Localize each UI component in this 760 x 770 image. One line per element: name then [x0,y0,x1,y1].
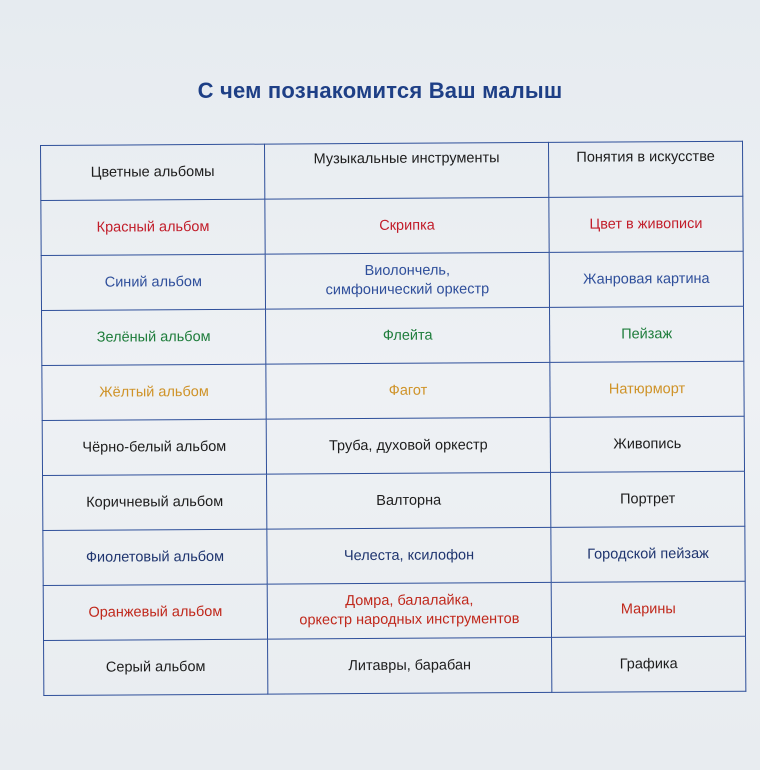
art-concept: Живопись [550,416,744,472]
album-name: Фиолетовый альбом [43,529,267,585]
album-name: Синий альбом [41,254,265,310]
album-name: Серый альбом [44,639,268,695]
album-name: Оранжевый альбом [43,584,267,640]
instrument-name: Литавры, барабан [268,637,552,694]
art-concept: Жанровая картина [549,251,743,307]
table-row [42,416,744,475]
art-concept: Пейзаж [550,306,744,362]
album-name: Зелёный альбом [42,309,266,365]
table-row [41,196,743,255]
instrument-name: Скрипка [265,197,549,254]
art-concept: Натюрморт [550,361,744,417]
table-row [42,306,744,365]
art-concept: Марины [551,581,745,637]
art-concept: Цвет в живописи [549,196,743,252]
album-name: Коричневый альбом [43,474,267,530]
table-row [41,251,743,310]
instrument-name [267,582,551,639]
page-title: С чем познакомится Ваш малыш [197,78,563,103]
instrument-line-2: симфонический оркестр [325,281,490,299]
album-name: Жёлтый альбом [42,364,266,420]
instrument-name: Труба, духовой оркестр [266,417,550,474]
header-concepts: Понятия в искусстве [548,141,742,197]
albums-table [40,141,746,696]
instrument-name: Флейта [266,307,550,364]
album-name: Чёрно-белый альбом [42,419,266,475]
header-instruments: Музыкальные инструменты [264,142,548,199]
art-concept: Городской пейзаж [551,526,745,582]
instrument-name: Челеста, ксилофон [267,527,551,584]
instrument-line-2: оркестр народных инструментов [299,611,520,629]
instrument-line-1: Домра, балалайка, [345,592,474,610]
instrument-line-1: Виолончель, [364,262,451,280]
table-row [42,361,744,420]
table-row [43,581,745,640]
art-concept: Портрет [551,471,745,527]
art-concept: Графика [552,636,746,692]
instrument-name [265,252,549,309]
instrument-name: Валторна [267,472,551,529]
table-row [43,526,745,585]
table-header-row [41,141,743,200]
instrument-name: Фагот [266,362,550,419]
header-albums: Цветные альбомы [41,144,265,200]
table-row [44,636,746,695]
table-row [43,471,745,530]
album-name: Красный альбом [41,199,265,255]
